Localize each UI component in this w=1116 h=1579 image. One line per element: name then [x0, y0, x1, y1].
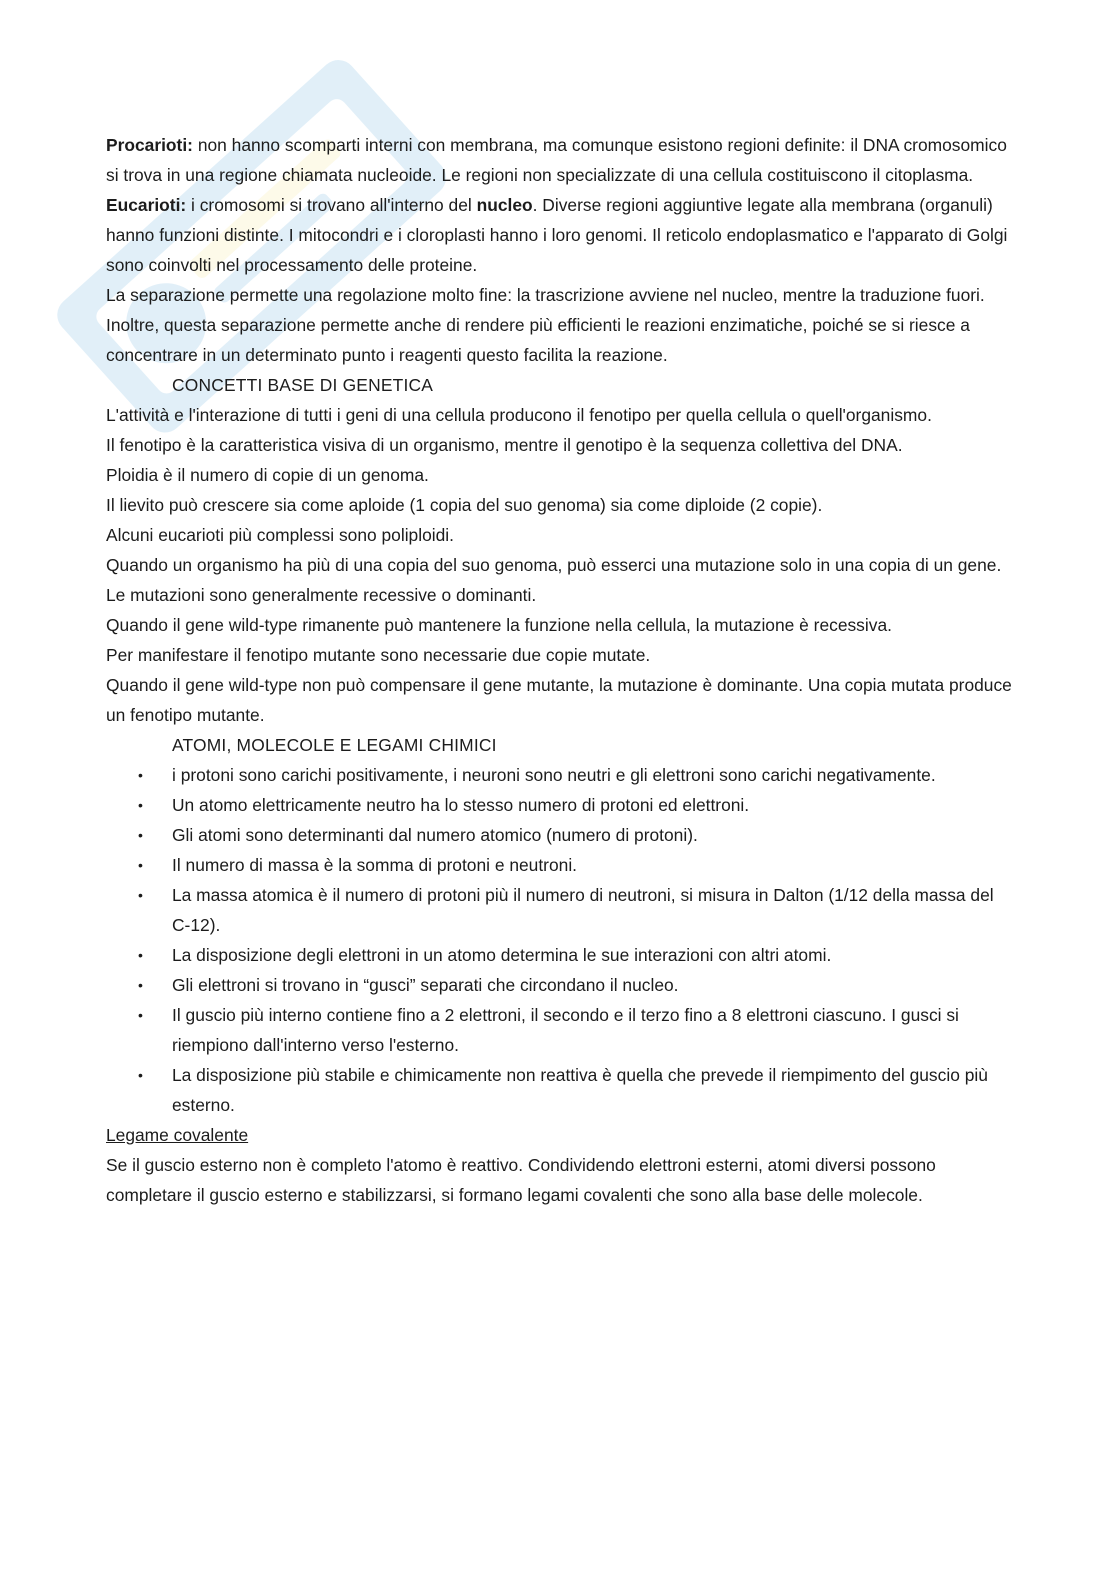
- genetica-paragraph: Le mutazioni sono generalmente recessive o dominanti.: [106, 585, 537, 605]
- genetica-paragraph: Alcuni eucarioti più complessi sono poliploidi.: [106, 525, 454, 545]
- list-item: • La massa atomica è il numero di protoni più il numero di neutroni, si misura in Dalton (1/12 della massa del C-12).: [106, 880, 1016, 940]
- list-item: • Il guscio più interno contiene fino a 2 elettroni, il secondo e il terzo fino a 8 elettroni ciascuno. I gusci si riempiono dall'interno verso l'esterno.: [106, 1000, 1016, 1060]
- procarioti-text: non hanno scomparti interni con membrana, ma comunque esistono regioni definite: il DNA cromosomico si trova in una regione chiamata nucleoide. Le regioni non specializzate di una cellula costituiscono il citoplasma.: [106, 135, 1007, 185]
- list-item: • Un atomo elettricamente neutro ha lo stesso numero di protoni ed elettroni.: [106, 790, 1016, 820]
- document-page: [106, 130, 1016, 1210]
- genetica-paragraph: L'attività e l'interazione di tutti i geni di una cellula producono il fenotipo per quella cellula o quell'organismo.: [106, 405, 932, 425]
- procarioti-paragraph: [106, 130, 1016, 190]
- procarioti-term: Procarioti:: [106, 135, 193, 155]
- legame-covalente-heading: Legame covalente: [106, 1125, 249, 1145]
- separazione-paragraph: La separazione permette una regolazione molto fine: la trascrizione avviene nel nucleo, mentre la traduzione fuori. Inoltre, questa separazione permette anche di rendere più efficienti le reazioni enzimatiche, poiché se si riesce a concentrare in un determinato punto i reagenti questo facilita la reazione.: [106, 285, 985, 365]
- eucarioti-paragraph: [106, 190, 1016, 280]
- genetica-heading: CONCETTI BASE DI GENETICA: [172, 375, 434, 395]
- legame-covalente-paragraph: Se il guscio esterno non è completo l'atomo è reattivo. Condividendo elettroni esterni, atomi diversi possono completare il guscio esterno e stabilizzarsi, si formano legami covalenti che sono alla base delle molecole.: [106, 1155, 936, 1205]
- genetica-paragraph: Il fenotipo è la caratteristica visiva di un organismo, mentre il genotipo è la sequenza collettiva del DNA.: [106, 435, 903, 455]
- list-item: • La disposizione degli elettroni in un atomo determina le sue interazioni con altri atomi.: [106, 940, 1016, 970]
- genetica-paragraph: Ploidia è il numero di copie di un genoma.: [106, 465, 429, 485]
- genetica-paragraph: Il lievito può crescere sia come aploide (1 copia del suo genoma) sia come diploide (2 copie).: [106, 495, 823, 515]
- eucarioti-text-b: . Diverse regioni aggiuntive legate alla membrana (organuli) hanno funzioni distinte. I mitocondri e i cloroplasti hanno i loro genomi. Il reticolo endoplasmatico e l'apparato di Golgi sono coinvolti nel processamento delle proteine.: [106, 195, 1008, 275]
- list-item: • Il numero di massa è la somma di protoni e neutroni.: [106, 850, 1016, 880]
- nucleo-term: nucleo: [476, 195, 533, 215]
- list-item: • i protoni sono carichi positivamente, i neuroni sono neutri e gli elettroni sono carichi negativamente.: [106, 760, 1016, 790]
- list-item: • Gli elettroni si trovano in “gusci” separati che circondano il nucleo.: [106, 970, 1016, 1000]
- eucarioti-text-a: i cromosomi si trovano all'interno del: [186, 195, 477, 215]
- genetica-paragraph: Quando un organismo ha più di una copia del suo genoma, può esserci una mutazione solo in una copia di un gene.: [106, 555, 1002, 575]
- list-item: • La disposizione più stabile e chimicamente non reattiva è quella che prevede il riempimento del guscio più esterno.: [106, 1060, 1016, 1120]
- genetica-paragraph: Per manifestare il fenotipo mutante sono necessarie due copie mutate.: [106, 645, 651, 665]
- eucarioti-term: Eucarioti:: [106, 195, 187, 215]
- atomi-bullet-list: [106, 760, 1016, 1120]
- genetica-paragraph: Quando il gene wild-type rimanente può mantenere la funzione nella cellula, la mutazione è recessiva.: [106, 615, 892, 635]
- genetica-paragraph: Quando il gene wild-type non può compensare il gene mutante, la mutazione è dominante. Una copia mutata produce un fenotipo mutante.: [106, 675, 1012, 725]
- atomi-heading: ATOMI, MOLECOLE E LEGAMI CHIMICI: [172, 735, 497, 755]
- list-item: • Gli atomi sono determinanti dal numero atomico (numero di protoni).: [106, 820, 1016, 850]
